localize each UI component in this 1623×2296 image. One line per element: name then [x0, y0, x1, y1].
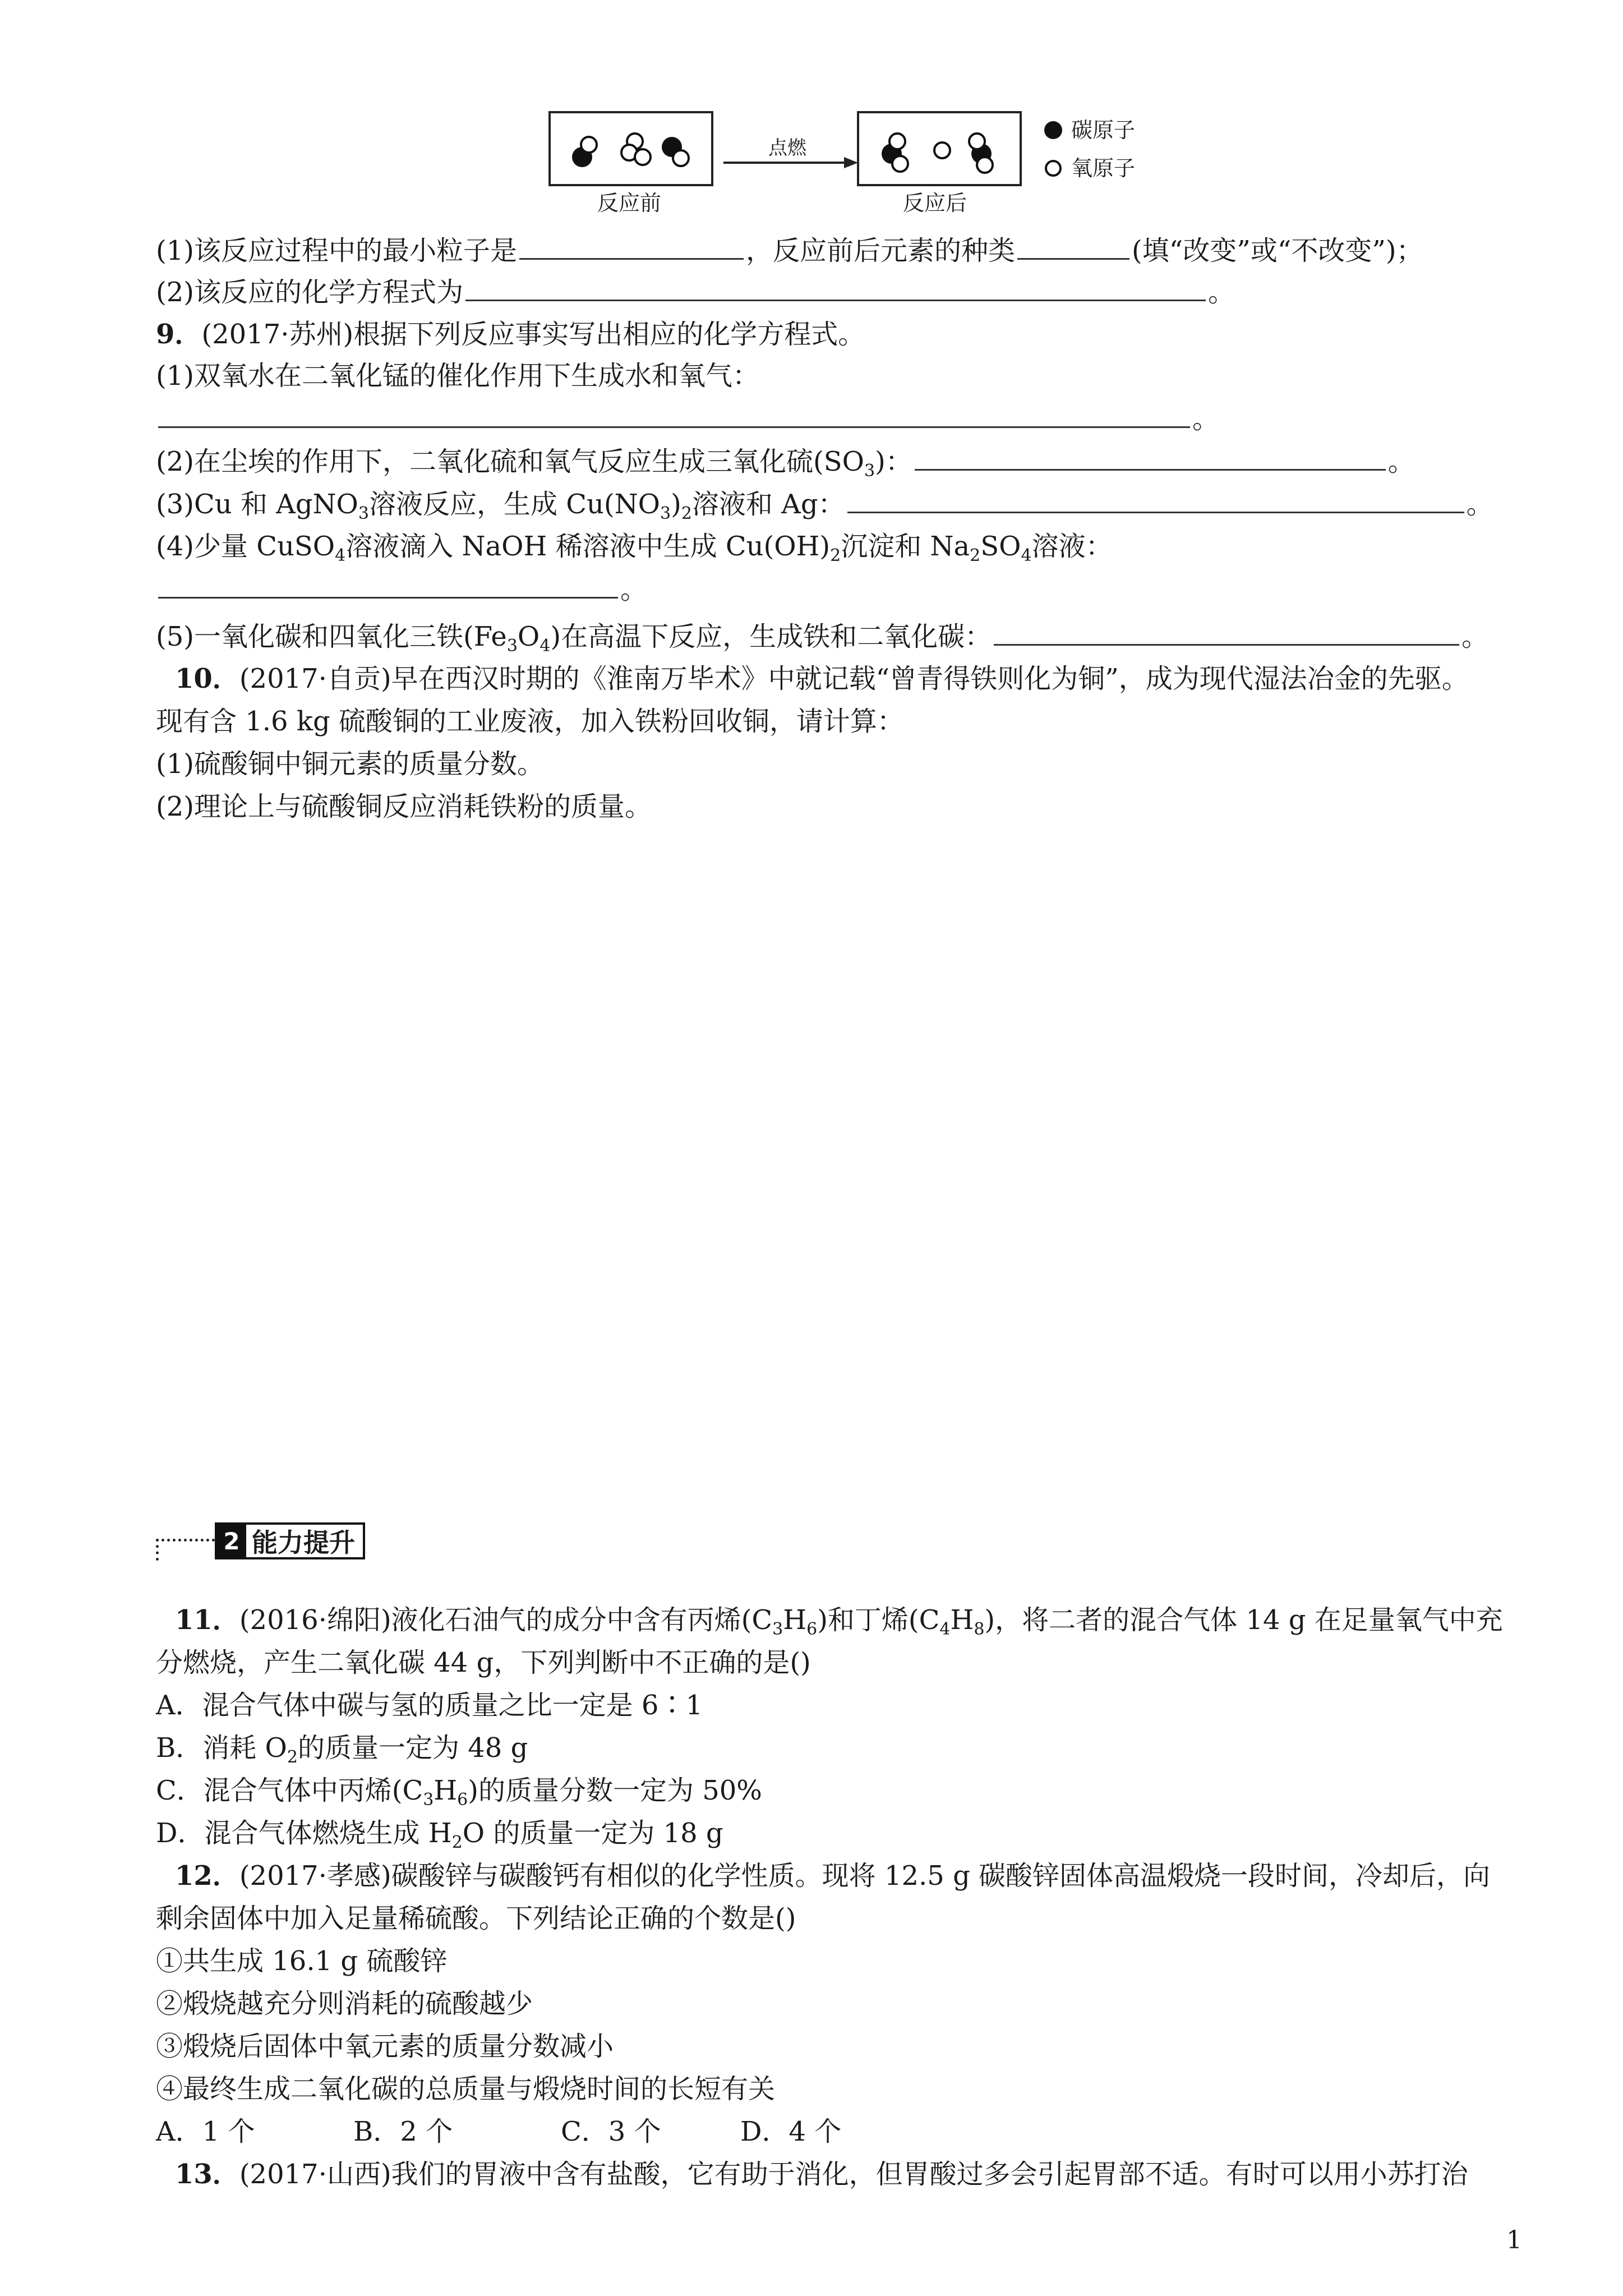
q12-item-4: ④最终生成二氧化碳的总质量与煅烧时间的长短有关 [156, 2073, 776, 2105]
reaction-diagram [538, 107, 1166, 221]
q12-option-b: B．2 个 [353, 2116, 453, 2147]
legend-carbon-label: 碳原子 [1071, 118, 1136, 142]
legend-oxygen-icon [1046, 161, 1061, 176]
legend-carbon-icon [1044, 121, 1062, 139]
answer-blank[interactable] [847, 487, 1464, 513]
before-label: 反应前 [597, 191, 662, 215]
q9-part4: (4)少量 CuSO$_4$溶液滴入 NaOH 稀溶液中生成 $Cu(OH)_2$沉淀和 $Na_2SO_4$溶液： [156, 531, 1113, 565]
section-header [156, 1523, 365, 1559]
q10-part2: (2)理论上与硫酸铜反应消耗铁粉的质量。 [156, 791, 652, 822]
q10-stem-line1: 10．(2017·自贡)早在西汉时期的《淮南万毕术》中就记载“曾青得铁则化为铜”，成为现代湿法冶金的先驱。 [175, 663, 1469, 694]
answer-blank[interactable] [519, 233, 744, 260]
answer-blank[interactable] [915, 444, 1386, 471]
q8-part1: (1)该反应过程中的最小粒子是 ，反应前后元素的种类 (填“改变”或“不改变”)； [156, 233, 1423, 268]
section-badge [215, 1522, 365, 1559]
q8-part2: (2)该反应的化学方程式为 。 [156, 275, 1235, 309]
q11-option-c: C．混合气体中丙烯$(C_3H_6)$的质量分数一定为 50% [156, 1775, 762, 1810]
q12-item-3: ③煅烧后固体中氧元素的质量分数减小 [156, 2031, 614, 2062]
q9-part1: (1)双氧水在二氧化锰的催化作用下生成水和氧气： [156, 360, 759, 392]
q12-item-2: ②煅烧越充分则消耗的硫酸越少 [156, 1988, 533, 2019]
q10-part1: (1)硫酸铜中铜元素的质量分数。 [156, 748, 544, 780]
oxygen-atom [892, 156, 908, 172]
q13-stem-line1: 13．(2017·山西)我们的胃液中含有盐酸，它有助于消化，但胃酸过多会引起胃部不适。有时可以用小苏打治 [175, 2159, 1468, 2190]
legend-oxygen-label: 氧原子 [1071, 156, 1136, 181]
answer-blank[interactable] [158, 402, 1190, 428]
q9-part2: (2)在尘埃的作用下，二氧化硫和氧气反应生成三氧化硫$(SO_3)$： 。 [156, 444, 1415, 478]
q9-part3: (3)Cu 和 AgNO$_3$溶液反应，生成 $Cu(NO_3)_2$溶液和 Ag： 。 [156, 487, 1493, 521]
q12-item-1: ①共生成 16.1 g 硫酸锌 [156, 1945, 448, 1977]
q9-stem: 9．(2017·苏州)根据下列反应事实写出相应的化学方程式。 [156, 319, 865, 350]
q11-option-b: B．消耗 $O_2$的质量一定为 48 g [156, 1732, 528, 1767]
q12-option-a: A．1 个 [156, 2116, 255, 2147]
oxygen-atom [635, 149, 651, 165]
oxygen-atom [581, 137, 597, 153]
oxygen-atom [977, 157, 993, 173]
q11-stem-line2: 分燃烧，产生二氧化碳 44 g，下列判断中不正确的是() [156, 1647, 811, 1678]
q11-option-d: D．混合气体燃烧生成 $H_2O$ 的质量一定为 18 g [156, 1818, 723, 1852]
answer-blank[interactable] [158, 572, 618, 599]
section-title: 能力提升 [252, 1527, 355, 1558]
oxygen-atom [673, 150, 689, 166]
q12-stem-line2: 剩余固体中加入足量稀硫酸。下列结论正确的个数是() [156, 1903, 796, 1934]
arrow-label: 点燃 [768, 137, 806, 159]
answer-blank[interactable] [1017, 233, 1129, 260]
section-number: 2 [217, 1525, 246, 1557]
q11-stem-line1: 11．(2016·绵阳)液化石油气的成分中含有丙烯$(C_3H_6)$和丁烯$(C_4H_8)$，将二者的混合气体 14 g 在足量氧气中充 [175, 1604, 1503, 1639]
q9-part4-answer: 。 [156, 572, 647, 606]
q12-option-d: D．4 个 [740, 2116, 842, 2147]
page-number: 1 [1506, 2226, 1522, 2254]
oxygen-atom [889, 134, 905, 149]
q11-option-a: A．混合气体中碳与氢的质量之比一定是 6∶1 [156, 1690, 703, 1721]
section-dotted-bracket [156, 1539, 215, 1561]
oxygen-atom [969, 134, 985, 149]
oxygen-atom [934, 142, 950, 158]
answer-blank[interactable] [465, 275, 1206, 301]
after-label: 反应后 [903, 191, 967, 215]
arrow-head [844, 157, 858, 168]
answer-blank[interactable] [994, 619, 1459, 646]
q9-part1-answer: 。 [156, 402, 1219, 436]
q10-stem-line2: 现有含 1.6 kg 硫酸铜的工业废液，加入铁粉回收铜，请计算： [156, 706, 904, 737]
q12-option-c: C．3 个 [561, 2116, 661, 2147]
q9-part5: (5)一氧化碳和四氧化三铁$(Fe_3O_4)$在高温下反应，生成铁和二氧化碳： 。 [156, 619, 1488, 654]
q12-stem-line1: 12．(2017·孝感)碳酸锌与碳酸钙有相似的化学性质。现将 12.5 g 碳酸锌固体高温煅烧一段时间，冷却后，向 [175, 1860, 1491, 1892]
